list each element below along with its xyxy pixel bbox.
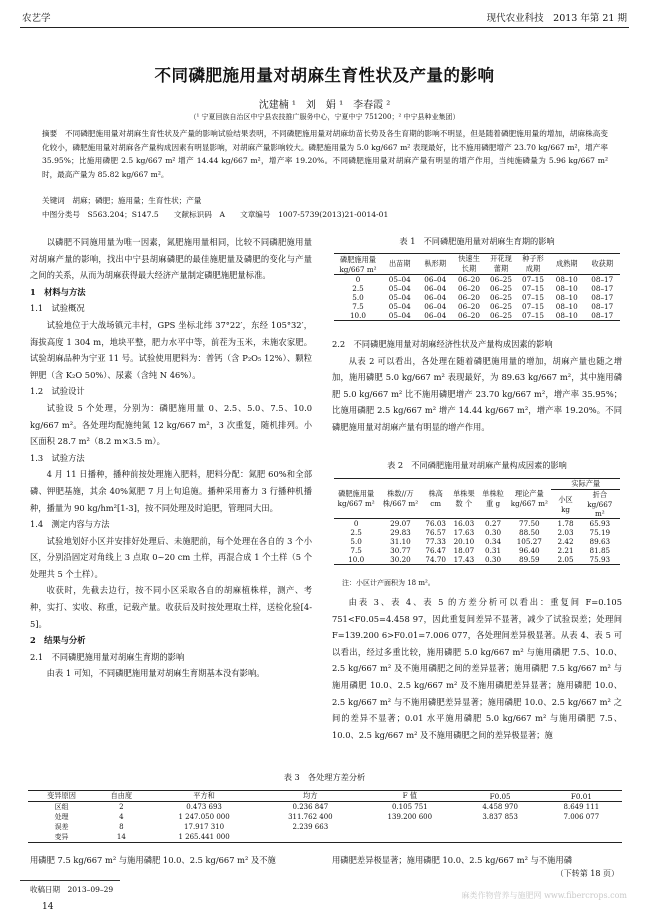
table-row [334,293,620,302]
table-cell: 75.19 [589,528,611,537]
table-cell [360,822,459,832]
subsection-heading: 2.2 不同磷肥施用量对胡麻经济性状及产量构成因素的影响 [332,339,553,349]
table-cell: 0.236 847 [292,803,329,811]
table-cell: 05–04 [388,302,411,311]
table-header: 快速生长期 [458,254,480,273]
table-header: 均方 [303,791,318,800]
paragraph: 4 月 11 日播种，播种前按处理施入肥料，肥料分配：氮肥 60%和全部磷、钾肥基施，其余 40%氮肥 7 月上旬追施。播种采用畜力 3 行播种机播种，播量为 90 kg/hm²[1-3]，按不同处理及时追肥，管理同大田。 [30,469,312,513]
table-header: 种子形成期 [522,254,544,273]
received-date: 收稿日期 2013–09–29 [30,885,114,894]
table-cell: 06–04 [424,311,447,320]
table-cell: 31.10 [390,537,411,546]
table-cell: 处理 [54,813,69,821]
table-header: 株数//万株/667 m² [382,488,419,508]
table-cell [541,822,622,832]
table-cell: 08–10 [555,311,578,320]
table2-caption: 表 2 不同磷肥施用量对胡麻产量构成因素的影响 [387,460,567,470]
table3 [28,790,622,843]
table-header: F0.05 [489,791,511,801]
table-cell: 08–17 [591,275,614,284]
table-cell: 06–20 [458,284,480,293]
table-header: 理论产量 kg/667 m² [510,489,548,508]
table-cell: 16.03 [453,519,475,528]
table-cell: 17.63 [453,528,475,537]
table-cell: 4.458 970 [482,803,518,811]
footer-rule [20,880,120,881]
paragraph: 从表 2 可以看出，各处理在随着磷肥施用量的增加，胡麻产量也随之增加，施用磷肥 5.0 kg/667 m² 表现最好，为 89.63 kg/667 m²，其中施用磷肥 5.0 kg/667 m² 比不施用磷肥增产 23.70 kg/667 m²，增产率 35.95%；比施用磷肥 2.5 kg/667 m² 增产 14.44 kg/667 m²，增产率 19.20%。不同磷肥施用量对胡麻产量有明显的增产作用。 [332,355,622,432]
table-header: 单株粒重 g [482,488,504,508]
table-cell: 0 [355,275,361,284]
table-cell: 76.03 [425,519,446,528]
table-cell: 2.5 [352,284,364,293]
table-cell: 05–04 [388,293,411,302]
table-cell: 3.837 853 [482,813,518,821]
table-header: 折合 kg/667 m² [587,490,613,518]
table-cell: 105.27 [516,537,542,546]
table-row [334,528,620,537]
table-header: 单株果数 个 [453,488,475,508]
intro-paragraph: 以磷肥不同施用量为唯一因素，氮肥施用量相同，比较不同磷肥施用量对胡麻产量的影响，找出中宁县胡麻磷肥的最佳施肥量及磷肥的变化与产量之间的关系，从而为胡麻获得最大经济产量制定磷肥施肥量标准。 [30,237,312,281]
table-header: 成熟期 [555,259,578,268]
table-cell: 0.27 [485,519,502,528]
paragraph: 收获时，先截去边行，按不同小区采取各自的胡麻植株样，测产、考种，实打、实收、称重，记载产量。收获后及时按处理取土样，送检化验[4-5]。 [30,585,312,629]
journal-issue: 现代农业科技 2013 年第 21 期 [486,13,627,24]
table-cell: 2.42 [557,537,574,546]
table-cell: 17.917 310 [184,823,225,831]
table-header: 开花现蕾期 [490,254,512,273]
subsection-heading: 1.3 试验方法 [30,452,85,463]
table-row [334,311,620,321]
right-column-lower [332,594,622,743]
table-cell: 05–04 [388,311,411,320]
table-cell: 7.5 [350,546,362,555]
paragraph: 由表 1 可知，不同磷肥施用量对胡麻生育期基本没有影响。 [46,668,265,679]
table1 [334,253,620,321]
continued-note: （下转第 18 页） [555,869,619,878]
table-cell: 89.63 [589,537,611,546]
table-cell: 2.05 [557,555,574,564]
page-number: 14 [42,902,54,912]
table-group-header: 实际产量 [551,479,620,490]
table-header: 收获期 [591,259,614,268]
table2 [334,478,620,565]
table-header-row [334,479,620,490]
table-cell: 14 [116,833,126,841]
table-cell: 30.20 [390,555,411,564]
paragraph: 由表 3、表 4、表 5 的方差分析可以看出：重复间 F=0.105 751<F0.05=4.458 97，因此重复间差异不显著，减少了试验误差；处理间 F=139.200 6>F0.01=7.006 077，各处理间差异极显著。从表 4、表 5 可以看出，经过多重比较，施用磷肥 5.0 kg/667 m² 与施用磷肥 7.5、10.0、2.5 kg/667 m² 及不施用磷肥之间的差异显著；施用磷肥 7.5 kg/667 m² 与施用磷肥 10.0、2.5 kg/667 m² 及不施用磷肥差异显著；施用磷肥 10.0、2.5 kg/667 m² 与不施用磷肥差异显著；施用磷肥 10.0、2.5 kg/667 m² 之间的差异不显著；0.01 水平施用磷肥 5.0 kg/667 m² 与施用磷肥 7.5、10.0、2.5 kg/667 m² 及不施用磷肥之间的差异极显著；施 [332,597,622,740]
paragraph: 试验地位于大战场镇元丰村，GPS 坐标北纬 37°22′，东经 105°32′，海拔高度 1 304 m，地块平整，肥力水平中等，前茬为玉米，未施农家肥。试验胡麻品种为宁亚 11 号。试验使用肥料为：普钙（含 P₂O₅ 12%）、颗粒钾肥（含 K₂O 50%）、尿素（含纯 N 46%）。 [30,319,312,380]
table-cell: 误差 [54,823,69,831]
affiliation: （¹ 宁夏回族自治区中宁县农技推广服务中心，宁夏中宁 751200；² 中宁县种业集团） [189,113,460,121]
table-cell: 76.57 [425,528,446,537]
table-cell: 0.30 [485,555,502,564]
table-cell: 1.78 [557,519,574,528]
table-cell: 06–25 [490,302,512,311]
subsection-heading: 1.2 试验设计 [30,386,85,397]
table-cell: 08–10 [555,293,578,302]
table-header: 自由度 [110,791,133,800]
table-row [28,832,622,843]
table-cell: 06–04 [424,293,447,302]
table3-caption: 表 3 各处理方差分析 [283,772,366,782]
table-cell: 2 [119,803,124,811]
table-cell: 07–15 [522,311,544,320]
subsection-heading: 1.4 测定内容与方法 [30,519,110,530]
watermark: 麻类作物营养与施肥网 www.fibercrops.com [461,891,627,900]
table-cell: 7.006 077 [563,813,600,821]
table-cell [360,832,459,843]
table-cell: 0 [353,519,359,528]
table1-caption: 表 1 不同磷肥施用量对胡麻生育期的影响 [399,236,555,246]
table-cell: 06–04 [424,302,447,311]
table-row [334,546,620,555]
table-header: 平方和 [193,791,215,800]
table-cell: 5.0 [352,293,364,302]
table-cell: 08–10 [555,275,578,284]
table-cell: 18.07 [453,546,475,555]
table-header: 枞形期 [424,259,447,268]
table-cell: 0.473 693 [186,803,222,811]
table-row [28,802,622,813]
table-header: 小区 kg [558,494,573,514]
section-heading: 2 结果与分析 [30,635,86,646]
table-cell: 08–10 [555,284,578,293]
table-cell: 变异 [54,833,69,841]
table-cell: 06–20 [458,311,480,320]
authors: 沈建楠 ¹ 刘 娟 ¹ 李春霞 ² [258,100,391,111]
table-cell: 2.21 [557,546,574,555]
table2-note: 注：小区计产面积为 18 m²。 [342,579,435,587]
table-cell: 0.34 [485,537,502,546]
table-header: 出苗期 [388,259,411,268]
table-cell: 96.40 [519,546,540,555]
table-cell: 77.50 [519,519,540,528]
table-cell: 07–15 [522,293,544,302]
table-cell: 10.0 [348,555,365,564]
table-cell: 06–25 [490,284,512,293]
table-cell: 7.5 [352,302,364,311]
table-cell: 29.07 [390,519,411,528]
table-cell: 08–17 [591,293,614,302]
bottom-left-text: 用磷肥 7.5 kg/667 m² 与施用磷肥 10.0、2.5 kg/667 m² 及不施 [30,855,276,865]
table-cell [460,822,541,832]
section-heading: 1 材料与方法 [30,286,86,297]
table-cell: 07–15 [522,302,544,311]
table-cell: 76.47 [425,546,446,555]
table-header: 株高 cm [428,489,443,508]
paper-title: 不同磷肥施用量对胡麻生育性状及产量的影响 [154,66,495,85]
table-row [334,275,620,285]
table-row [334,302,620,311]
table-cell: 0.105 751 [392,803,428,811]
table-cell [541,832,622,843]
table-header-row [334,254,620,275]
table-cell: 89.59 [519,555,540,564]
left-column [30,234,312,682]
table-cell: 06–25 [490,293,512,302]
table-cell: 10.0 [349,311,366,320]
table-cell: 2.239 663 [292,823,329,831]
table-cell: 0.30 [485,528,502,537]
classification: 中图分类号 S563.204；S147.5 文献标识码 A 文章编号 1007-5739(2013)21-0014-01 [42,210,389,219]
table-cell [261,832,360,843]
table-cell: 05–04 [388,284,411,293]
paragraph: 试验地划好小区并安排好处理后、未施肥前，每个处理在各自的 3 个小区，分别沿固定对角线上 3 点取 0~20 cm 土样，再混合成 1 个土样（5 个处理共 5 个土样）。 [30,535,312,579]
table-cell: 74.70 [425,555,446,564]
table-row [334,555,620,565]
table-cell: 05–04 [388,275,411,284]
table-cell: 06–25 [490,311,512,320]
table-cell: 0.31 [485,546,502,555]
table-cell: 75.93 [589,555,611,564]
paragraph: 试验设 5 个处理，分别为：磷肥施用量 0、2.5、5.0、7.5、10.0 kg/667 m²。各处理均配施纯氮 12 kg/667 m²，3 次重复，随机排列。小区面积 28.7 m²（8.2 m×3.5 m）。 [30,402,312,447]
table-cell: 77.33 [425,537,446,546]
table-cell: 2.5 [350,528,362,537]
table-cell: 81.85 [589,546,611,555]
table-cell: 8 [119,823,124,831]
bottom-right-text: 用磷肥差异极显著；施用磷肥 10.0、2.5 kg/667 m² 与不施用磷 [332,855,573,865]
table-cell: 30.77 [390,546,411,555]
table-cell: 06–20 [458,293,480,302]
table-cell: 08–17 [591,311,614,320]
table-cell: 08–17 [591,302,614,311]
table-cell: 08–17 [591,284,614,293]
table-cell: 07–15 [522,284,544,293]
table-cell [460,832,541,843]
table-cell: 1 265.441 000 [178,833,230,841]
table-cell: 1 247.050 000 [178,813,230,821]
table-header: 磷肥施用量 kg/667 m² [337,489,375,508]
table-cell: 区组 [54,803,69,811]
table-cell: 2.03 [557,528,574,537]
table-header: F0.01 [570,791,592,801]
keywords: 关键词 胡麻；磷肥；施用量；生育性状；产量 [42,196,202,205]
table-header-row [28,791,622,802]
table-cell: 65.93 [589,519,611,528]
table-cell: 311.762 400 [288,813,333,821]
abstract: 摘要 不同磷肥施用量对胡麻生育性状及产量的影响试验结果表明，不同磷肥施用量对胡麻幼苗长势及各生育期的影响不明显，但是随着磷肥施用量的增加，胡麻株高变化较小，磷肥施用量对胡麻各产量构成因素有明显影响，对胡麻产量影响较大。磷肥施用量为 5.0 kg/667 m² 表现最好，比不施用磷肥增产 23.70 kg/667 m²，增产率 35.95%；比施用磷肥 2.5 kg/667 m² 增产 14.44 kg/667 m²，增产率 19.20%。不同磷肥施用量对胡麻产量有明显的增产作用，当纯施磷量为 5.96 kg/667 m² 时，最高产量为 85.82 kg/667 m²。 [42,129,608,179]
table-cell: 5.0 [350,537,362,546]
table-cell: 06–04 [424,284,447,293]
journal-section: 农艺学 [22,13,51,24]
table-cell: 139.200 600 [387,813,433,821]
table-cell: 88.50 [519,528,540,537]
right-column-upper [332,336,622,436]
table-row [28,822,622,832]
table-cell: 08–10 [555,302,578,311]
table-row [334,284,620,293]
header-rule [20,27,629,28]
table-row [334,537,620,546]
table-row [28,812,622,822]
table-cell: 29.83 [390,528,411,537]
table-cell: 06–25 [490,275,512,284]
table-cell: 4 [119,813,124,821]
table-cell: 06–20 [458,275,480,284]
table-header: F 值 [402,791,418,800]
table-header: 磷肥施用量 kg/667 m² [339,254,377,274]
table-cell: 06–20 [458,302,480,311]
table-cell: 07–15 [522,275,544,284]
table-cell: 20.10 [453,537,475,546]
table-row [334,519,620,529]
table-cell: 06–04 [424,275,447,284]
subsection-heading: 2.1 不同磷肥施用量对胡麻生育期的影响 [30,651,185,662]
table-header: 变异原因 [47,791,76,800]
table-cell: 8.649 111 [563,803,600,811]
table-cell: 17.43 [453,555,475,564]
subsection-heading: 1.1 试验概况 [30,303,85,314]
